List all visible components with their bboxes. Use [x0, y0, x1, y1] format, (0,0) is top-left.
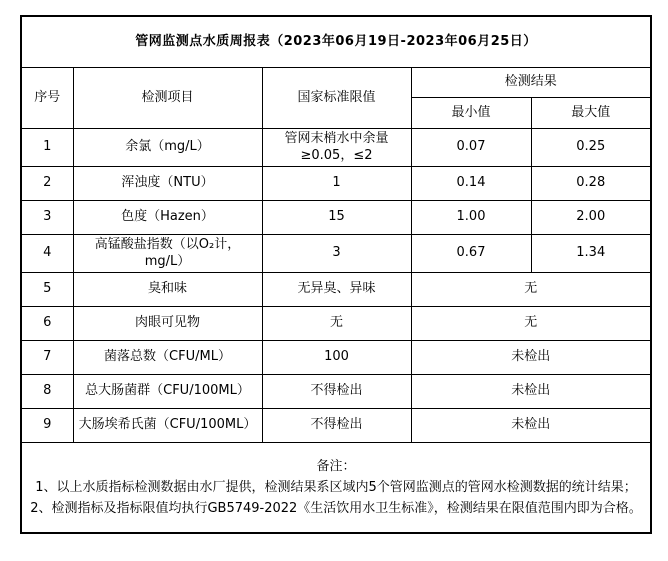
table-row	[21, 166, 651, 200]
cell-item: 浑浊度（NTU）	[73, 166, 262, 200]
cell-item: 高锰酸盐指数（以O₂计，mg/L）	[73, 234, 262, 272]
cell-result: 未检出	[411, 374, 651, 408]
table-row	[21, 340, 651, 374]
table-row	[21, 374, 651, 408]
cell-item: 肉眼可见物	[73, 306, 262, 340]
cell-standard: 管网末梢水中余量≥0.05，≤2	[262, 128, 411, 166]
cell-standard: 无异臭、异味	[262, 272, 411, 306]
cell-standard: 15	[262, 200, 411, 234]
cell-max: 2.00	[531, 200, 651, 234]
cell-item: 色度（Hazen）	[73, 200, 262, 234]
cell-item: 菌落总数（CFU/ML）	[73, 340, 262, 374]
header-row-top	[21, 67, 651, 97]
col-header-no: 序号	[21, 67, 73, 128]
cell-standard: 1	[262, 166, 411, 200]
cell-result: 未检出	[411, 340, 651, 374]
cell-max: 0.25	[531, 128, 651, 166]
page-title: 管网监测点水质周报表（2023年06月19日-2023年06月25日）	[21, 16, 651, 67]
cell-result: 未检出	[411, 408, 651, 442]
cell-standard: 不得检出	[262, 408, 411, 442]
cell-no: 9	[21, 408, 73, 442]
cell-min: 0.07	[411, 128, 531, 166]
cell-result: 无	[411, 306, 651, 340]
cell-min: 0.14	[411, 166, 531, 200]
table-row	[21, 408, 651, 442]
water-quality-table	[20, 15, 652, 534]
table-row	[21, 306, 651, 340]
table-row	[21, 272, 651, 306]
cell-standard: 3	[262, 234, 411, 272]
notes-row	[21, 442, 651, 533]
cell-min: 0.67	[411, 234, 531, 272]
cell-item: 大肠埃希氏菌（CFU/100ML）	[73, 408, 262, 442]
notes-label: 备注：	[316, 458, 356, 474]
cell-item: 余氯（mg/L）	[73, 128, 262, 166]
cell-item: 臭和味	[73, 272, 262, 306]
note-line-1: 1、以上水质指标检测数据由水厂提供，检测结果系区域内5个管网监测点的管网水检测数据的统计结果；	[35, 479, 637, 495]
col-header-item: 检测项目	[73, 67, 262, 128]
cell-min: 1.00	[411, 200, 531, 234]
cell-no: 4	[21, 234, 73, 272]
col-header-result: 检测结果	[411, 67, 651, 97]
col-header-max: 最大值	[531, 97, 651, 128]
cell-standard: 不得检出	[262, 374, 411, 408]
table-row	[21, 234, 651, 272]
cell-no: 5	[21, 272, 73, 306]
cell-no: 2	[21, 166, 73, 200]
cell-no: 7	[21, 340, 73, 374]
cell-no: 6	[21, 306, 73, 340]
cell-standard: 100	[262, 340, 411, 374]
table-row	[21, 200, 651, 234]
cell-max: 0.28	[531, 166, 651, 200]
cell-no: 1	[21, 128, 73, 166]
cell-standard: 无	[262, 306, 411, 340]
col-header-min: 最小值	[411, 97, 531, 128]
cell-no: 3	[21, 200, 73, 234]
note-line-2: 2、检测指标及指标限值均执行GB5749-2022《生活饮用水卫生标准》，检测结果在限值范围内即为合格。	[30, 500, 642, 516]
col-header-standard: 国家标准限值	[262, 67, 411, 128]
cell-max: 1.34	[531, 234, 651, 272]
cell-no: 8	[21, 374, 73, 408]
title-row	[21, 16, 651, 67]
cell-result: 无	[411, 272, 651, 306]
cell-item: 总大肠菌群（CFU/100ML）	[73, 374, 262, 408]
table-row	[21, 128, 651, 166]
notes-block	[21, 442, 651, 533]
